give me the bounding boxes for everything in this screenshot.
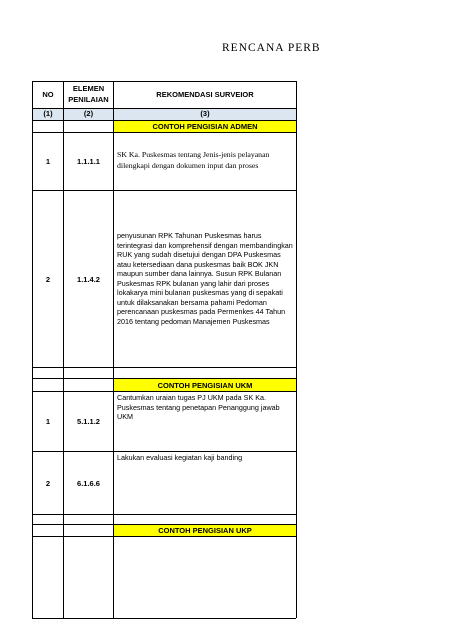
row-rekomendasi: Lakukan evaluasi kegiatan kaji banding	[117, 453, 243, 462]
row-rekomendasi: Cantumkan uraian tugas PJ UKM pada SK Ka. Puskesmas tentang penetapan Penanggung jawab UKM	[117, 393, 280, 421]
document-title: RENCANA PERB	[222, 42, 321, 54]
header-no: NO	[42, 89, 54, 99]
row-no: 1	[45, 157, 51, 166]
section-label-ukp: CONTOH PENGISIAN UKP	[114, 525, 296, 536]
row-no: 2	[45, 274, 51, 284]
header-elemen-penilaian: ELEMEN PENILAIAN	[68, 84, 109, 104]
section-label-ukm: CONTOH PENGISIAN UKM	[114, 379, 296, 391]
row-no: 1	[45, 417, 51, 426]
col-number-1: (1)	[33, 109, 63, 120]
row-no: 2	[45, 478, 51, 488]
row-elemen: 5.1.1.2	[77, 417, 100, 426]
row-elemen: 1.1.1.1	[77, 157, 100, 166]
row-rekomendasi: penyusunan RPK Tahunan Puskesmas harus terintegrasi dan komprehensif dengan membandingkan RUK yang sudah disetujui dengan DPA Puskesmas atau ketersediaan dana puskesmas baik BOK JKN maupun sumber dana lainnya. Susun RPK Bulanan Puskesmas RPK bulanan yang lahir dari proses lokakarya mini bulanan puskesmas yang di sepakati untuk dilaksanakan bersama pahami Pedoman perencanaan puskesmas pada Permenkes 44 Tahun 2016 tentang pedoman Manajemen Puskesmas	[117, 231, 293, 326]
header-rekomendasi: REKOMENDASI SURVEIOR	[156, 89, 254, 99]
col-number-2: (2)	[64, 109, 113, 120]
col-number-3: (3)	[114, 109, 296, 120]
row-elemen: 1.1.4.2	[77, 274, 100, 284]
row-elemen: 6.1.6.6	[77, 478, 100, 488]
section-label-admen: CONTOH PENGISIAN ADMEN	[114, 121, 296, 132]
row-rekomendasi: SK Ka. Puskesmas tentang Jenis-jenis pelayanan dilengkapi dengan dokumen input dan proses	[117, 150, 270, 170]
